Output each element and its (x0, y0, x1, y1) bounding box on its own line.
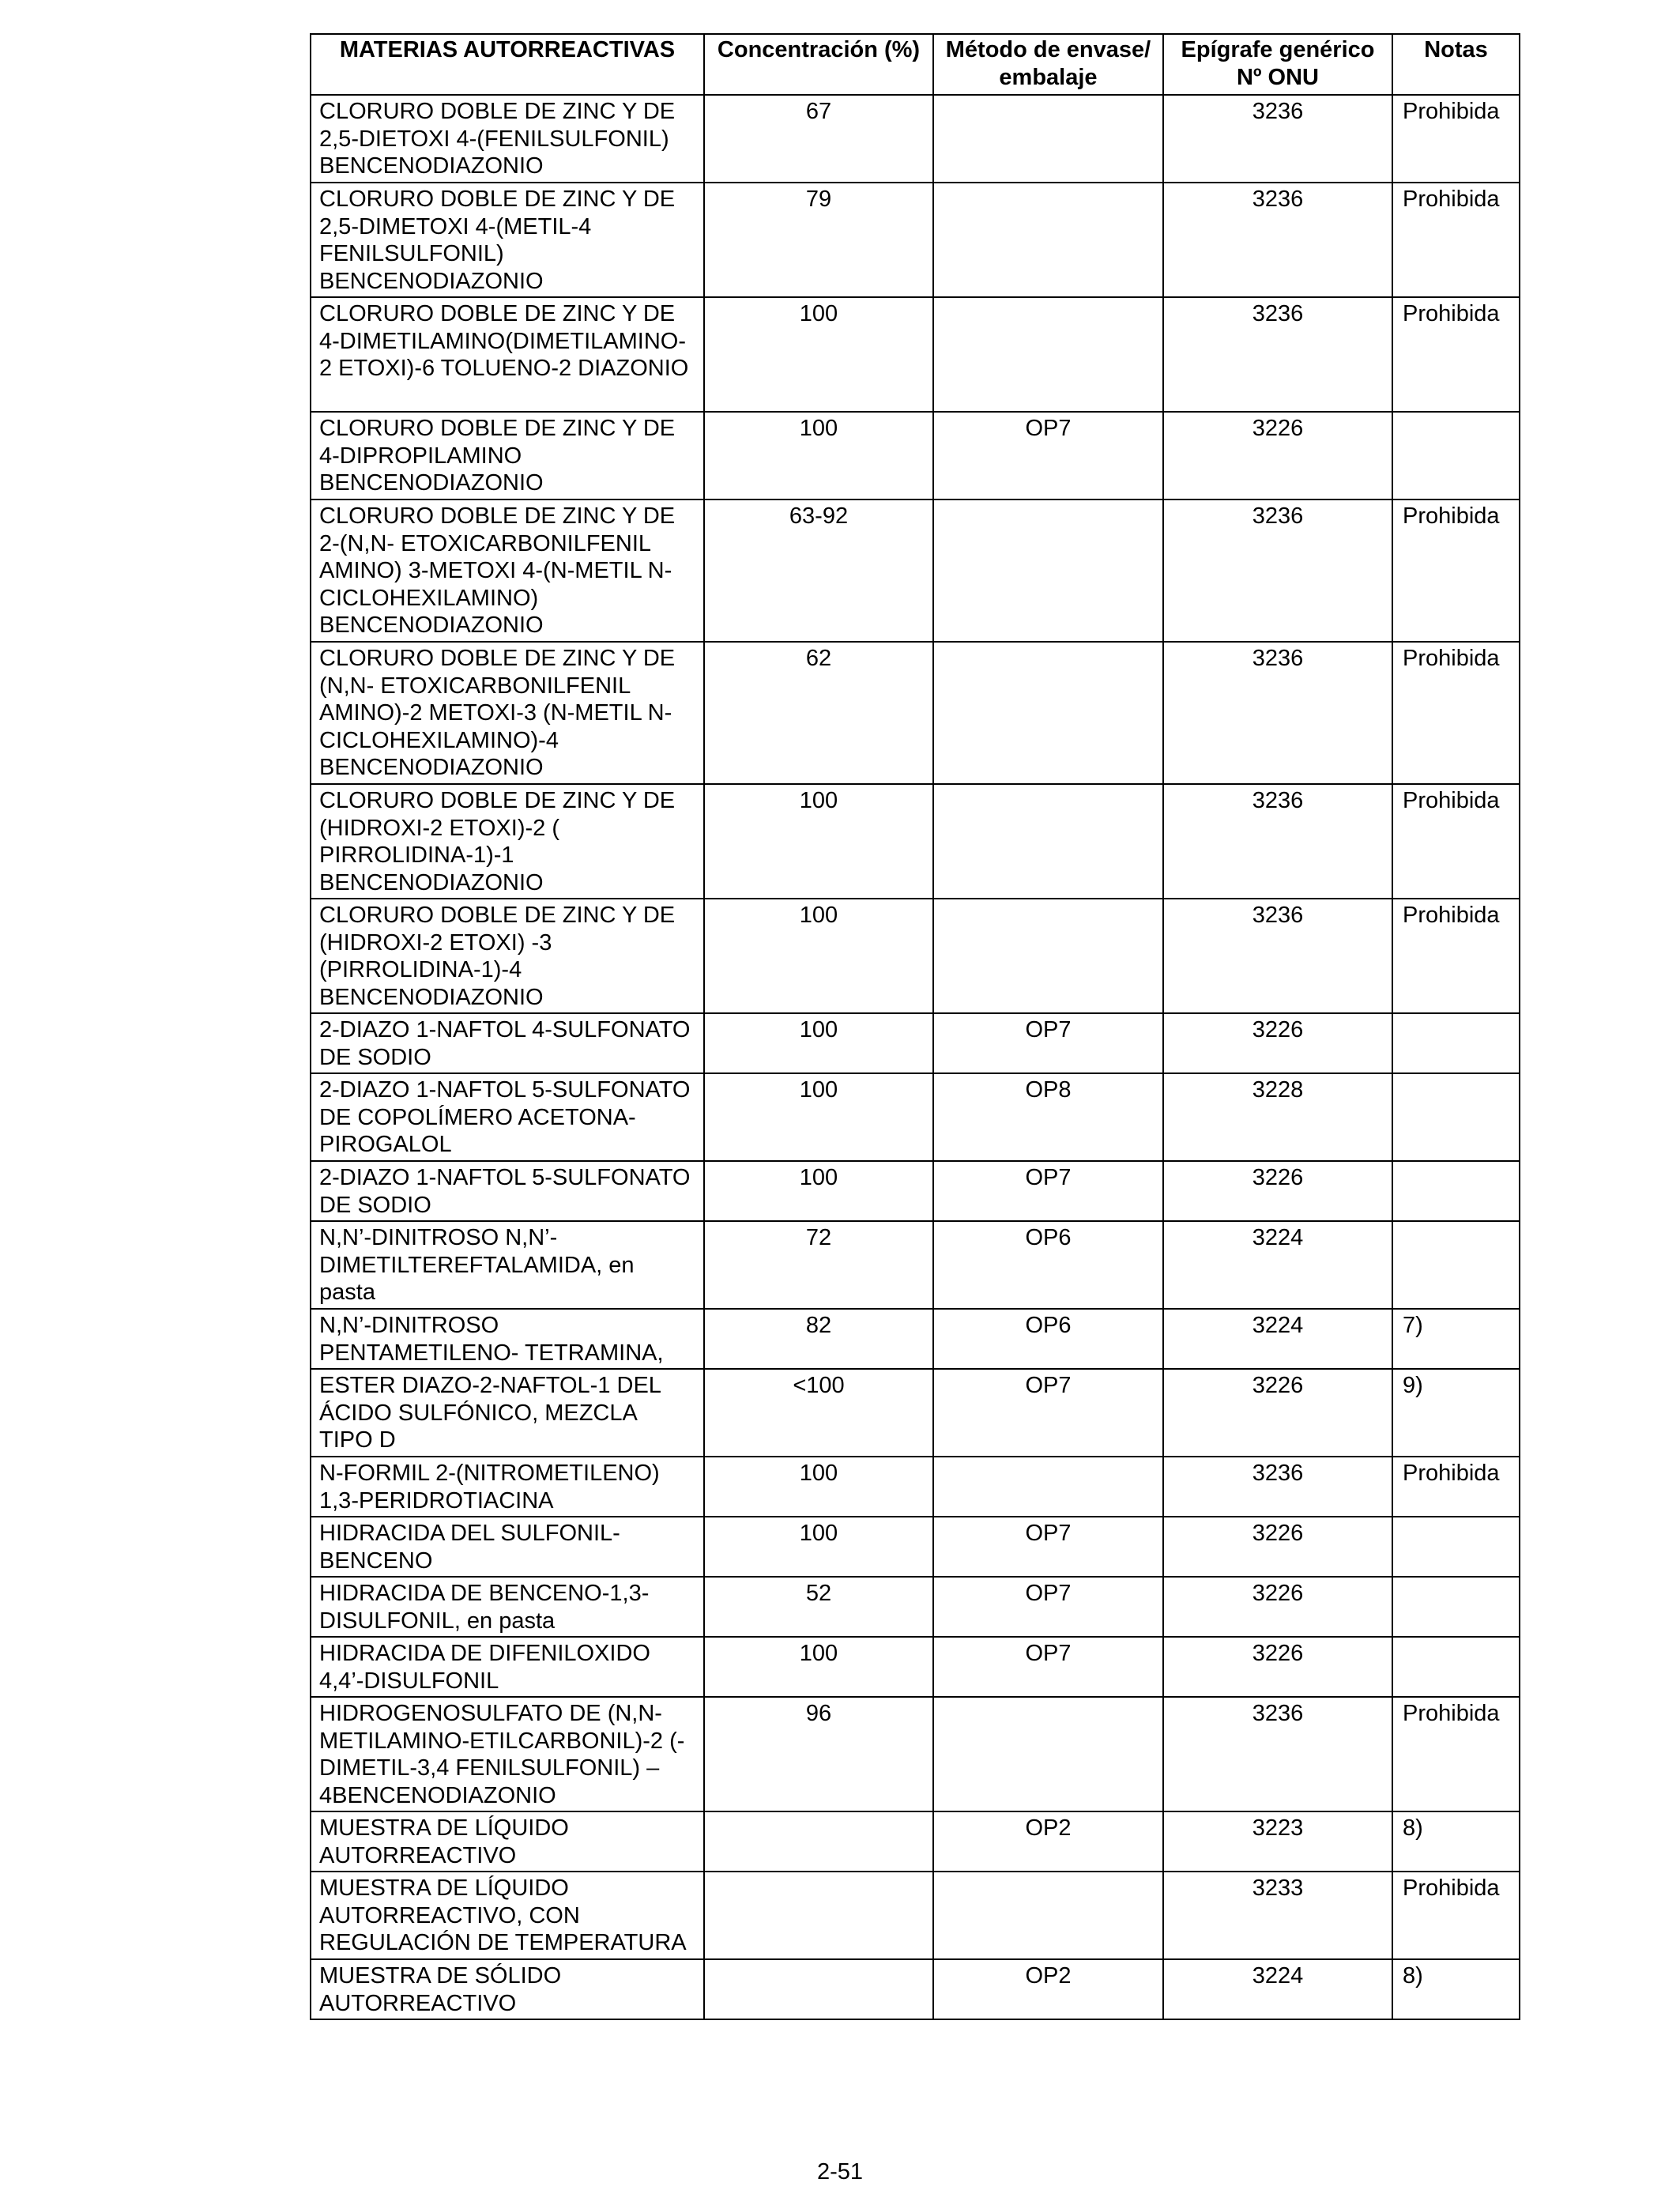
substance-name-cell: CLORURO DOBLE DE ZINC Y DE 2,5-DIMETOXI 4-(METIL-4 FENILSULFONIL) BENCENODIAZONIO (311, 183, 704, 297)
notes-cell (1392, 1637, 1520, 1697)
table-header-row (311, 34, 1520, 95)
un-number-cell: 3224 (1163, 1959, 1392, 2019)
table-row (311, 1872, 1520, 1959)
packing-method-cell (933, 95, 1163, 183)
concentration-cell: 72 (704, 1221, 933, 1309)
un-number-cell: 3236 (1163, 499, 1392, 642)
notes-cell: Prohibida (1392, 183, 1520, 297)
table-row (311, 1517, 1520, 1577)
notes-cell: Prohibida (1392, 1872, 1520, 1959)
header-un-number: Epígrafe genérico Nº ONU (1163, 34, 1392, 95)
table-row (311, 784, 1520, 899)
concentration-cell: 100 (704, 784, 933, 899)
substance-name-cell: CLORURO DOBLE DE ZINC Y DE (HIDROXI-2 ETOXI)-2 ( PIRROLIDINA-1)-1 BENCENODIAZONIO (311, 784, 704, 899)
notes-cell (1392, 1073, 1520, 1161)
un-number-cell: 3226 (1163, 1369, 1392, 1457)
table-row (311, 1369, 1520, 1457)
notes-cell: 7) (1392, 1309, 1520, 1369)
concentration-cell: 62 (704, 642, 933, 784)
un-number-cell: 3236 (1163, 899, 1392, 1013)
un-number-cell: 3226 (1163, 1161, 1392, 1221)
packing-method-cell (933, 899, 1163, 1013)
packing-method-cell: OP7 (933, 1161, 1163, 1221)
un-number-cell: 3236 (1163, 183, 1392, 297)
table-row (311, 1637, 1520, 1697)
table-row (311, 183, 1520, 297)
concentration-cell: 100 (704, 1457, 933, 1517)
substance-name-cell: N-FORMIL 2-(NITROMETILENO) 1,3-PERIDROTIACINA (311, 1457, 704, 1517)
un-number-cell: 3226 (1163, 1577, 1392, 1637)
concentration-cell (704, 1811, 933, 1872)
packing-method-cell (933, 1697, 1163, 1811)
table-row (311, 642, 1520, 784)
concentration-cell (704, 1872, 933, 1959)
table-row (311, 1309, 1520, 1369)
self-reactive-substances-table (310, 33, 1520, 2020)
notes-cell: Prohibida (1392, 784, 1520, 899)
notes-cell (1392, 1221, 1520, 1309)
packing-method-cell (933, 297, 1163, 412)
un-number-cell: 3236 (1163, 1457, 1392, 1517)
substance-name-cell: CLORURO DOBLE DE ZINC Y DE 4-DIMETILAMINO(DIMETILAMINO-2 ETOXI)-6 TOLUENO-2 DIAZONIO (311, 297, 704, 412)
concentration-cell (704, 1959, 933, 2019)
packing-method-cell: OP7 (933, 1577, 1163, 1637)
notes-cell: 9) (1392, 1369, 1520, 1457)
notes-cell (1392, 1161, 1520, 1221)
table-row (311, 499, 1520, 642)
table-row (311, 1013, 1520, 1073)
packing-method-cell: OP6 (933, 1221, 1163, 1309)
substance-name-cell: MUESTRA DE SÓLIDO AUTORREACTIVO (311, 1959, 704, 2019)
concentration-cell: 100 (704, 297, 933, 412)
substance-name-cell: CLORURO DOBLE DE ZINC Y DE (N,N- ETOXICARBONILFENIL AMINO)-2 METOXI-3 (N-METIL N-CICLOHEXILAMINO)-4 BENCENODIAZONIO (311, 642, 704, 784)
table-body (311, 95, 1520, 2019)
table-row (311, 1073, 1520, 1161)
table-row (311, 1959, 1520, 2019)
substance-name-cell: MUESTRA DE LÍQUIDO AUTORREACTIVO (311, 1811, 704, 1872)
notes-cell: Prohibida (1392, 642, 1520, 784)
substance-name-cell: N,N’-DINITROSO N,N’-DIMETILTEREFTALAMIDA, en pasta (311, 1221, 704, 1309)
un-number-cell: 3236 (1163, 1697, 1392, 1811)
table-row (311, 899, 1520, 1013)
un-number-cell: 3228 (1163, 1073, 1392, 1161)
header-packing-method: Método de envase/ embalaje (933, 34, 1163, 95)
un-number-cell: 3223 (1163, 1811, 1392, 1872)
concentration-cell: 63-92 (704, 499, 933, 642)
table-row (311, 1577, 1520, 1637)
notes-cell (1392, 412, 1520, 499)
concentration-cell: 82 (704, 1309, 933, 1369)
packing-method-cell: OP7 (933, 1013, 1163, 1073)
packing-method-cell (933, 784, 1163, 899)
concentration-cell: 52 (704, 1577, 933, 1637)
notes-cell: Prohibida (1392, 499, 1520, 642)
table-row (311, 412, 1520, 499)
packing-method-cell: OP6 (933, 1309, 1163, 1369)
concentration-cell: 100 (704, 899, 933, 1013)
substance-name-cell: HIDRACIDA DE DIFENILOXIDO 4,4’-DISULFONIL (311, 1637, 704, 1697)
substance-name-cell: ESTER DIAZO-2-NAFTOL-1 DEL ÁCIDO SULFÓNICO, MEZCLA TIPO D (311, 1369, 704, 1457)
un-number-cell: 3233 (1163, 1872, 1392, 1959)
un-number-cell: 3226 (1163, 1637, 1392, 1697)
un-number-cell: 3236 (1163, 784, 1392, 899)
table-row (311, 297, 1520, 412)
packing-method-cell (933, 1872, 1163, 1959)
substance-name-cell: 2-DIAZO 1-NAFTOL 5-SULFONATO DE SODIO (311, 1161, 704, 1221)
notes-cell: Prohibida (1392, 899, 1520, 1013)
un-number-cell: 3226 (1163, 412, 1392, 499)
un-number-cell: 3236 (1163, 297, 1392, 412)
concentration-cell: 100 (704, 412, 933, 499)
concentration-cell: 79 (704, 183, 933, 297)
substance-name-cell: N,N’-DINITROSO PENTAMETILENO- TETRAMINA, (311, 1309, 704, 1369)
un-number-cell: 3236 (1163, 95, 1392, 183)
concentration-cell: 96 (704, 1697, 933, 1811)
table-row (311, 1811, 1520, 1872)
table-row (311, 1161, 1520, 1221)
substance-name-cell: 2-DIAZO 1-NAFTOL 4-SULFONATO DE SODIO (311, 1013, 704, 1073)
un-number-cell: 3224 (1163, 1221, 1392, 1309)
notes-cell: Prohibida (1392, 1697, 1520, 1811)
notes-cell: Prohibida (1392, 95, 1520, 183)
packing-method-cell: OP7 (933, 412, 1163, 499)
notes-cell: 8) (1392, 1959, 1520, 2019)
concentration-cell: <100 (704, 1369, 933, 1457)
notes-cell (1392, 1577, 1520, 1637)
packing-method-cell: OP7 (933, 1369, 1163, 1457)
packing-method-cell (933, 1457, 1163, 1517)
substance-name-cell: HIDRACIDA DE BENCENO-1,3-DISULFONIL, en pasta (311, 1577, 704, 1637)
packing-method-cell (933, 499, 1163, 642)
substance-name-cell: 2-DIAZO 1-NAFTOL 5-SULFONATO DE COPOLÍMERO ACETONA-PIROGALOL (311, 1073, 704, 1161)
substance-name-cell: CLORURO DOBLE DE ZINC Y DE 4-DIPROPILAMINO BENCENODIAZONIO (311, 412, 704, 499)
packing-method-cell: OP2 (933, 1959, 1163, 2019)
header-substance: MATERIAS AUTORREACTIVAS (311, 34, 704, 95)
packing-method-cell (933, 183, 1163, 297)
packing-method-cell: OP7 (933, 1637, 1163, 1697)
header-notes: Notas (1392, 34, 1520, 95)
un-number-cell: 3224 (1163, 1309, 1392, 1369)
substance-name-cell: CLORURO DOBLE DE ZINC Y DE (HIDROXI-2 ETOXI) -3 (PIRROLIDINA-1)-4 BENCENODIAZONIO (311, 899, 704, 1013)
notes-cell: Prohibida (1392, 297, 1520, 412)
substance-name-cell: HIDROGENOSULFATO DE (N,N-METILAMINO-ETILCARBONIL)-2 (-DIMETIL-3,4 FENILSULFONIL) – 4BENCENODIAZONIO (311, 1697, 704, 1811)
notes-cell: Prohibida (1392, 1457, 1520, 1517)
un-number-cell: 3226 (1163, 1517, 1392, 1577)
notes-cell: 8) (1392, 1811, 1520, 1872)
packing-method-cell: OP2 (933, 1811, 1163, 1872)
page-number: 2-51 (816, 2159, 864, 2185)
packing-method-cell: OP8 (933, 1073, 1163, 1161)
substance-name-cell: CLORURO DOBLE DE ZINC Y DE 2,5-DIETOXI 4-(FENILSULFONIL) BENCENODIAZONIO (311, 95, 704, 183)
packing-method-cell: OP7 (933, 1517, 1163, 1577)
un-number-cell: 3236 (1163, 642, 1392, 784)
table-row (311, 1221, 1520, 1309)
substance-name-cell: HIDRACIDA DEL SULFONIL-BENCENO (311, 1517, 704, 1577)
notes-cell (1392, 1517, 1520, 1577)
header-concentration: Concentración (%) (704, 34, 933, 95)
table-row (311, 95, 1520, 183)
concentration-cell: 100 (704, 1073, 933, 1161)
concentration-cell: 100 (704, 1013, 933, 1073)
concentration-cell: 100 (704, 1517, 933, 1577)
concentration-cell: 67 (704, 95, 933, 183)
table-row (311, 1697, 1520, 1811)
notes-cell (1392, 1013, 1520, 1073)
concentration-cell: 100 (704, 1637, 933, 1697)
substance-name-cell: CLORURO DOBLE DE ZINC Y DE 2-(N,N- ETOXICARBONILFENIL AMINO) 3-METOXI 4-(N-METIL N-CICLOHEXILAMINO) BENCENODIAZONIO (311, 499, 704, 642)
packing-method-cell (933, 642, 1163, 784)
concentration-cell: 100 (704, 1161, 933, 1221)
un-number-cell: 3226 (1163, 1013, 1392, 1073)
table-row (311, 1457, 1520, 1517)
substance-name-cell: MUESTRA DE LÍQUIDO AUTORREACTIVO, CON REGULACIÓN DE TEMPERATURA (311, 1872, 704, 1959)
